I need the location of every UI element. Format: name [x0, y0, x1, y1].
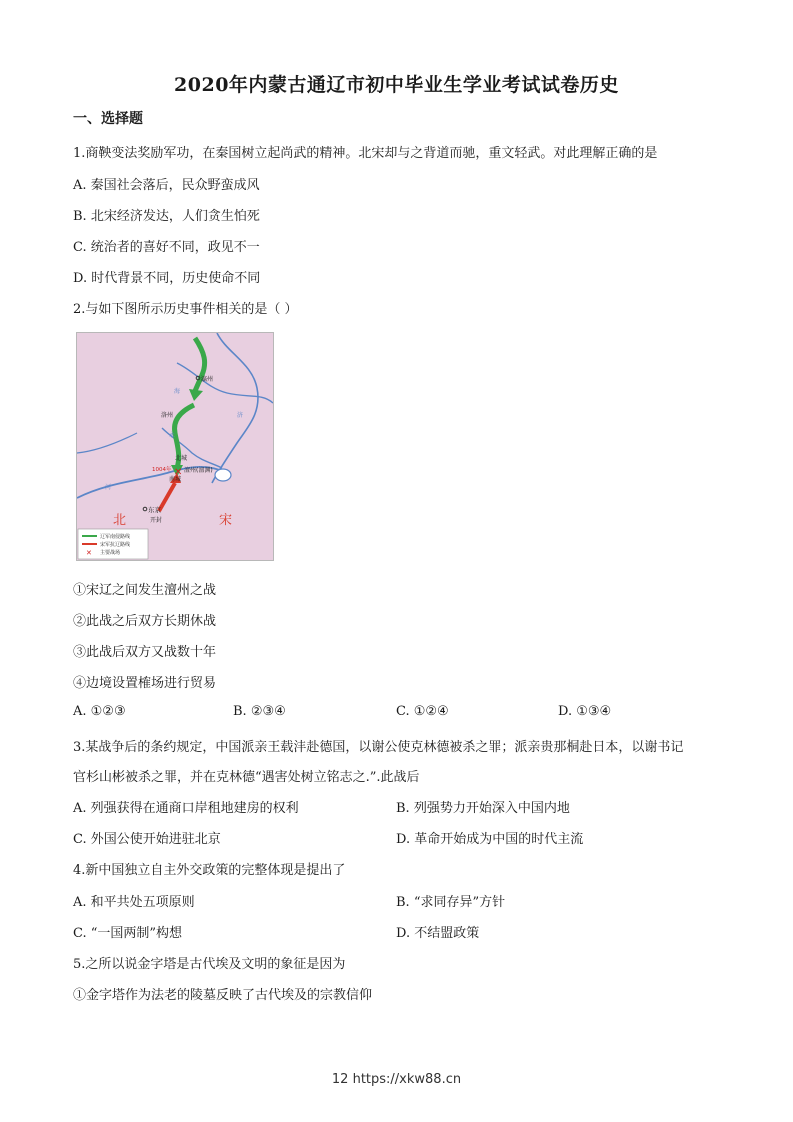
question-1-option-c: C. 统治者的喜好不同，政见不一: [73, 240, 260, 255]
song-route-arrow: [159, 483, 175, 511]
map-label-mingzhou: 洛州: [161, 412, 174, 419]
legend-battle-swatch: ✕: [86, 549, 92, 557]
liao-route-arrowhead: [189, 389, 203, 401]
question-1-option-a: A. 秦国社会落后，民众野蛮成风: [73, 178, 260, 193]
lake-shape: [215, 469, 231, 481]
question-1-option-b: B. 北宋经济发达，人们贪生怕死: [73, 209, 260, 224]
historical-map: [76, 332, 274, 561]
question-4-option-c: C. “一国两制”构想: [73, 926, 183, 941]
question-2-option-c: C. ①②④: [396, 704, 449, 719]
map-label-nancheng: 南城: [169, 476, 182, 483]
legend-liao-label: 辽军南侵路线: [100, 534, 131, 540]
question-3-option-b: B. 列强势力开始深入中国内地: [396, 801, 570, 816]
river-line: [212, 333, 258, 483]
question-3-option-d: D. 革命开始成为中国的时代主流: [396, 832, 584, 847]
legend-song-label: 宋军抗辽路线: [100, 542, 131, 548]
region-label-bei: 北: [113, 513, 127, 528]
question-2-option-a: A. ①②③: [73, 704, 126, 719]
map-label-beicheng: 北城: [175, 455, 188, 462]
question-2-option-b: B. ②③④: [233, 704, 286, 719]
question-5-stem: 5.之所以说金字塔是古代埃及文明的象征是因为: [73, 957, 346, 972]
river-label: 河: [105, 484, 112, 491]
map-label-year: 1004年: [152, 467, 172, 473]
question-2-statement-2: ②此战之后双方长期休战: [73, 614, 217, 629]
question-3-stem-line-2: 官杉山彬被杀之罪，并在克林德“遇害处树立铭志之.”.此战后: [73, 770, 420, 785]
question-4-option-d: D. 不结盟政策: [396, 926, 480, 941]
liao-route-arrow: [195, 338, 205, 391]
map-svg: [77, 333, 273, 560]
map-label-yingzhou: 瀛州: [201, 376, 214, 383]
legend-battle-label: 主要战场: [100, 550, 121, 556]
question-2-stem: 2.与如下图所示历史事件相关的是（ ）: [73, 302, 298, 317]
question-5-statement-1: ①金字塔作为法老的陵墓反映了古代埃及的宗教信仰: [73, 988, 373, 1003]
question-2-statement-3: ③此战后双方又战数十年: [73, 645, 217, 660]
question-3-stem-line-1: 3.某战争后的条约规定，中国派亲王载沣赴德国，以谢公使克林德被杀之罪；派亲贵那桐赴日本，以谢书记: [73, 740, 684, 755]
question-3-option-c: C. 外国公使开始进驻北京: [73, 832, 221, 847]
page-footer[interactable]: 12 https://xkw88.cn: [331, 1072, 462, 1087]
section-heading: 一、选择题: [73, 111, 143, 127]
river-label: 济: [237, 412, 244, 419]
map-label-dongjing: 东京: [148, 506, 161, 514]
question-2-statement-4: ④边境设置榷场进行贸易: [73, 676, 217, 691]
river-label: 永: [169, 432, 176, 439]
question-1-stem: 1.商鞅变法奖励军功，在秦国树立起尚武的精神。北宋却与之背道而驰，重文轻武。对此理解正确的是: [73, 146, 658, 161]
river-line: [177, 363, 273, 403]
question-1-option-d: D. 时代背景不同，历史使命不同: [73, 271, 261, 286]
region-label-song: 宋: [219, 513, 233, 528]
question-4-option-a: A. 和平共处五项原则: [73, 895, 195, 910]
question-2-option-d: D. ①③④: [558, 704, 612, 719]
map-label-chanzhou: 澶州(澶渊): [184, 467, 213, 474]
river-label: 海: [174, 388, 181, 395]
question-3-option-a: A. 列强获得在通商口岸租地建房的权利: [73, 801, 299, 816]
question-4-stem: 4.新中国独立自主外交政策的完整体现是提出了: [73, 863, 346, 878]
river-line: [77, 433, 137, 453]
battle-mark: ✕: [174, 467, 183, 478]
map-label-kaifeng: 开封: [150, 517, 163, 524]
question-4-option-b: B. “求同存异”方针: [396, 895, 506, 910]
question-2-statement-1: ①宋辽之间发生澶州之战: [73, 583, 217, 598]
city-dot: [143, 507, 147, 511]
page-title: 2020年内蒙古通辽市初中毕业生学业考试试卷历史: [174, 74, 619, 96]
